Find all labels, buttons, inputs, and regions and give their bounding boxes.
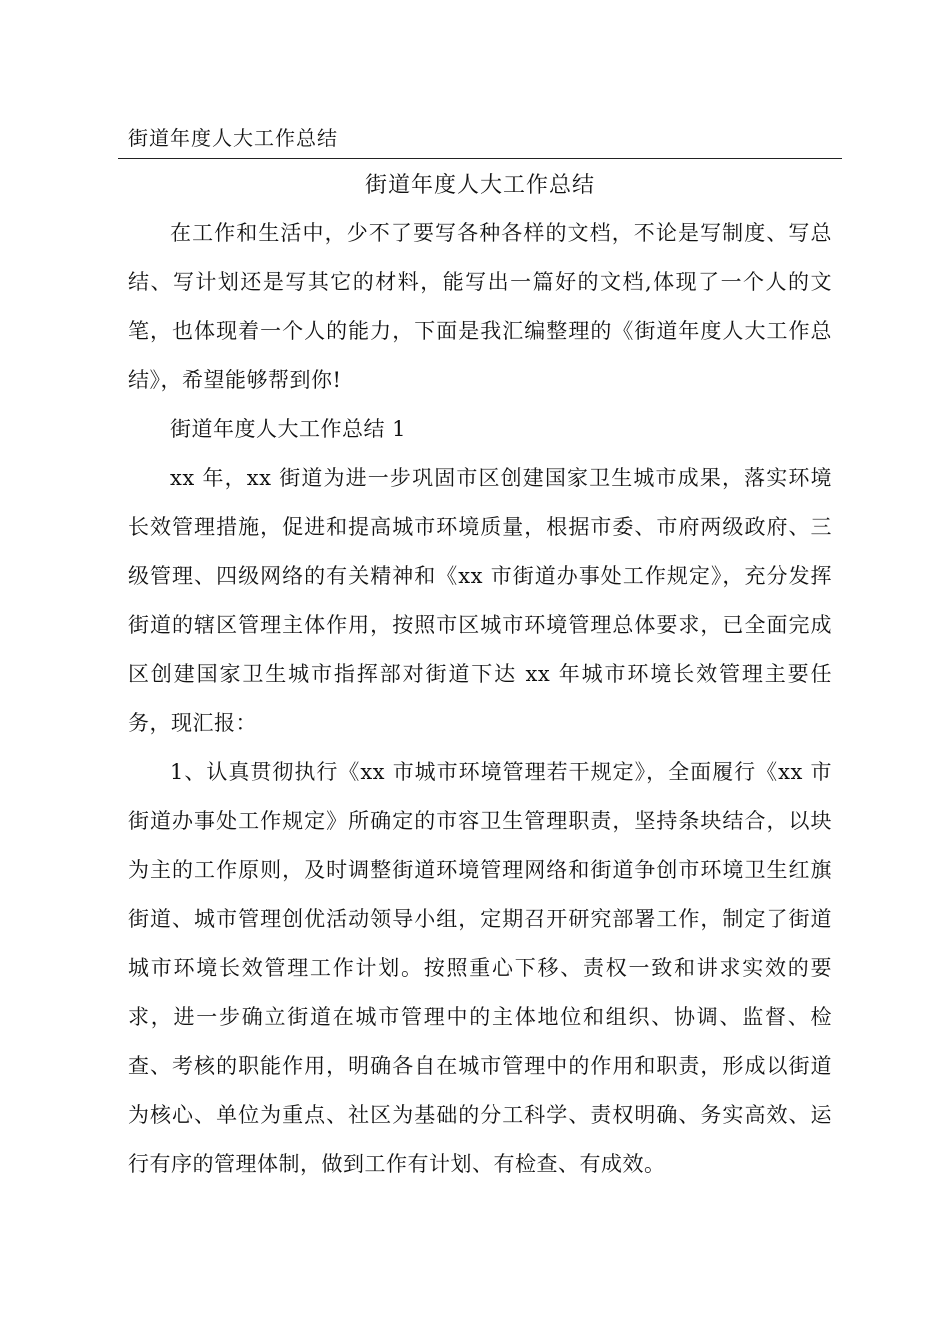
header-divider — [118, 158, 842, 159]
document-body — [128, 166, 832, 1189]
document-title: 街道年度人大工作总结 — [364, 173, 595, 198]
section-heading: 街道年度人大工作总结 1 — [170, 417, 407, 441]
body-paragraph: 1、认真贯彻执行《xx 市城市环境管理若干规定》，全面履行《xx 市街道办事处工作规定》所确定的市容卫生管理职责，坚持条块结合，以块为主的工作原则，及时调整街道环境管理网络和街道争创市环境卫生红旗街道、城市管理创优活动领导小组，定期召开研究部署工作，制定了街道城市环境长效管理工作计划。按照重心下移、责权一致和讲求实效的要求，进一步确立街道在城市管理中的主体地位和组织、协调、监督、检查、考核的职能作用，明确各自在城市管理中的作用和职责，形成以街道为核心、单位为重点、社区为基础的分工科学、责权明确、务实高效、运行有序的管理体制，做到工作有计划、有检查、有成效。 — [128, 760, 832, 1176]
body-paragraph: xx 年，xx 街道为进一步巩固市区创建国家卫生城市成果，落实环境长效管理措施，促进和提高城市环境质量，根据市委、市府两级政府、三级管理、四级网络的有关精神和《xx 市街道办事处工作规定》，充分发挥街道的辖区管理主体作用，按照市区城市环境管理总体要求，已全面完成区创建国家卫生城市指挥部对街道下达 xx 年城市环境长效管理主要任务，现汇报： — [128, 466, 832, 735]
intro-paragraph: 在工作和生活中，少不了要写各种各样的文档，不论是写制度、写总结、写计划还是写其它的材料，能写出一篇好的文档,体现了一个人的文笔，也体现着一个人的能力，下面是我汇编整理的《街道年度人大工作总结》，希望能够帮到你! — [128, 221, 832, 392]
page-header: 街道年度人大工作总结 — [128, 126, 338, 150]
